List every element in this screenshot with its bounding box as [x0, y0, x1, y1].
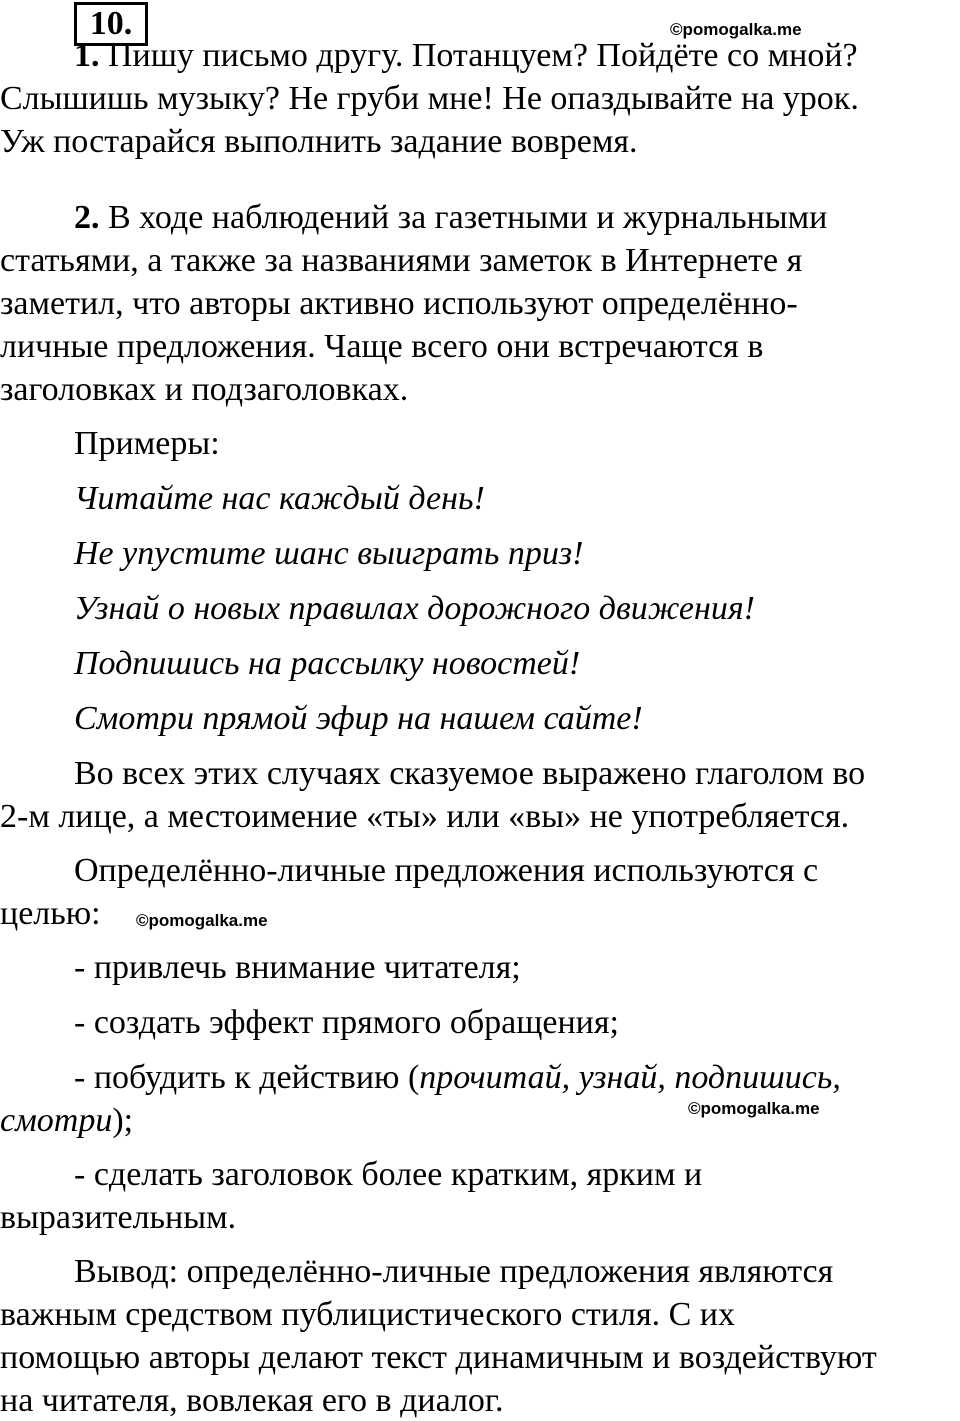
conclusion-line-4: на читателя, вовлекая его в диалог.: [0, 1382, 504, 1419]
purpose-intro-line-1: Определённо-личные предложения используются с: [74, 852, 819, 889]
part2-line-1: [74, 198, 827, 238]
example-item: Узнай о новых правилах дорожного движения!: [74, 590, 755, 627]
purpose-item-3-example-last: смотри: [0, 1102, 113, 1139]
part2-line-3: заметил, что авторы активно используют определённо-: [0, 285, 798, 322]
purpose-item-4: - сделать заголовок более кратким, ярким и: [74, 1156, 703, 1193]
example-item: Не упустите шанс выиграть приз!: [74, 535, 584, 572]
watermark: ©pomogalka.me: [688, 1099, 820, 1118]
part1-line-3: Уж постарайся выполнить задание вовремя.: [0, 123, 638, 160]
part1-line-2: Слышишь музыку? Не груби мне! Не опаздывайте на урок.: [0, 80, 859, 117]
example-item: Читайте нас каждый день!: [74, 480, 485, 517]
conclusion-line-1: Вывод: определённо-личные предложения являются: [74, 1253, 834, 1290]
exercise-number-box: 10.: [74, 2, 148, 46]
purpose-item-1: - привлечь внимание читателя;: [74, 949, 521, 986]
part2-line-4: личные предложения. Чаще всего они встречаются в: [0, 328, 764, 365]
watermark: ©pomogalka.me: [670, 20, 802, 39]
observation-line-1: Во всех этих случаях сказуемое выражено глаголом во: [74, 755, 866, 792]
purpose-item-3-cont: [0, 1101, 133, 1141]
example-item: Подпишись на рассылку новостей!: [74, 645, 581, 682]
purpose-item-3: [74, 1058, 841, 1098]
purpose-item-4-cont: выразительным.: [0, 1199, 237, 1236]
examples-label: Примеры:: [74, 425, 220, 462]
example-item: Смотри прямой эфир на нашем сайте!: [74, 700, 643, 737]
conclusion-line-2: важным средством публицистического стиля. С их: [0, 1296, 735, 1333]
purpose-intro-line-2: целью:: [0, 895, 101, 932]
purpose-item-3-text: - побудить к действию (: [74, 1059, 420, 1096]
part1-line-1: [74, 36, 858, 76]
part2-number: 2.: [74, 199, 100, 236]
purpose-item-3-examples: прочитай, узнай, подпишись,: [419, 1059, 841, 1096]
conclusion-line-3: помощью авторы делают текст динамичным и воздействуют: [0, 1339, 877, 1376]
part2-text: В ходе наблюдений за газетными и журнальными: [99, 199, 828, 236]
watermark: ©pomogalka.me: [136, 911, 268, 930]
part2-line-2: статьями, а также за названиями заметок в Интернете я: [0, 242, 803, 279]
purpose-item-3-end: );: [112, 1102, 134, 1139]
part1-number: 1.: [74, 37, 100, 74]
purpose-item-2: - создать эффект прямого обращения;: [74, 1004, 619, 1041]
part2-line-5: заголовках и подзаголовках.: [0, 371, 409, 408]
part1-text: Пишу письмо другу. Потанцуем? Пойдёте со мной?: [99, 37, 858, 74]
observation-line-2: 2-м лице, а местоимение «ты» или «вы» не употребляется.: [0, 798, 850, 835]
